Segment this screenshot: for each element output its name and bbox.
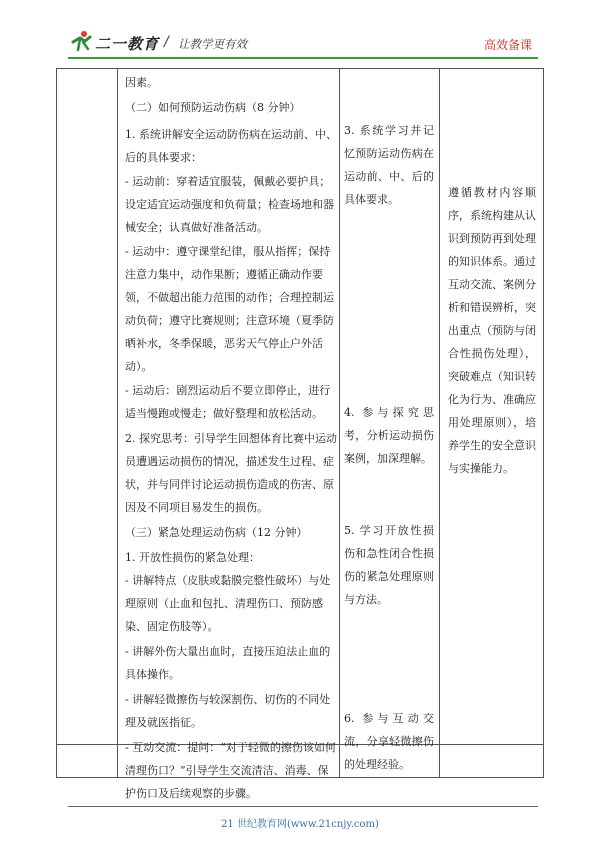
main-text-paragraph: - 互动交流：提问：“对于轻微的擦伤该如何清理伤口？”引导学生交流清洁、消毒、保护伤口及后续观察的步骤。 [125, 741, 336, 800]
section-heading: （二）如何预防运动伤病（8 分钟） [125, 101, 301, 114]
student-activity-item: 5. 学习开放性损伤和急性闭合性损伤的紧急处理原则与方法。 [344, 524, 434, 606]
header-slogan: 让教学更有效 [178, 37, 247, 51]
logo-text: 二一教育 [95, 35, 160, 53]
main-text-paragraph: - 运动后：剧烈运动后不要立即停止，进行适当慢跑或慢走；做好整理和放松活动。 [125, 384, 331, 420]
section-heading: （三）紧急处理运动伤病（12 分钟） [125, 526, 308, 539]
student-activity-item: 6. 参与互动交流，分享轻微擦伤的处理经验。 [344, 712, 434, 771]
student-activity-item: 3. 系统学习并记忆预防运动伤病在运动前、中、后的具体要求。 [344, 124, 434, 206]
main-text-paragraph: 1. 系统讲解安全运动防伤病在运动前、中、后的具体要求： [125, 128, 337, 164]
main-text-paragraph: - 讲解外伤大量出血时，直接压迫法止血的具体操作。 [125, 645, 331, 681]
runner-logo-icon [70, 30, 94, 52]
main-text-paragraph: 2. 探究思考：引导学生回想体育比赛中运动员遭遇运动损伤的情况，描述发生过程、症状，并与同伴讨论运动损伤造成的伤害、原因及不同项目易发生的损伤。 [125, 432, 337, 514]
main-text-paragraph: - 运动中：遵守课堂纪律，服从指挥；保持注意力集中，动作果断；遵循正确动作要领，不做超出能力范围的动作；合理控制运动负荷；遵守比赛规则；注意环境（夏季防晒补水，冬季保暖，恶劣天气停止户外活动）。 [125, 245, 334, 373]
header-separator: / [164, 34, 169, 50]
footer-text: 21 世纪教育网(www.21cnjy.com) [221, 819, 379, 830]
main-text-paragraph: - 讲解特点（皮肤或黏膜完整性破坏）与处理原则（止血和包扎、清理伤口、预防感染、固定伤肢等）。 [125, 574, 331, 633]
table-column-divider [439, 69, 440, 777]
main-text-line: 因素。 [125, 76, 158, 89]
main-text-paragraph: 1. 开放性损伤的紧急处理： [125, 551, 260, 564]
design-intent-text: 遵循教材内容顺序，系统构建从认识到预防再到处理的知识体系。通过互动交流、案例分析和错误辨析，突出重点（预防与闭合性损伤处理），突破难点（知识转化为行为、准确应用处理原则），培养学生的安全意识与实操能力。 [448, 186, 536, 475]
table-column-divider [117, 69, 118, 777]
main-text-paragraph: - 讲解轻微擦伤与较深割伤、切伤的不同处理及就医指征。 [125, 693, 331, 729]
header-right-label: 高效备课 [483, 38, 532, 52]
footer-divider [68, 806, 538, 807]
table-column-divider [339, 69, 340, 777]
student-activity-item: 4. 参与探究思考，分析运动损伤案例，加深理解。 [344, 406, 434, 465]
header-divider [68, 57, 538, 59]
main-text-paragraph: - 运动前：穿着适宜服装，佩戴必要护具；设定适宜运动强度和负荷量；检查场地和器械安全；认真做好准备活动。 [125, 175, 334, 234]
teacher-activity-column [125, 71, 337, 805]
page-header [0, 0, 600, 60]
